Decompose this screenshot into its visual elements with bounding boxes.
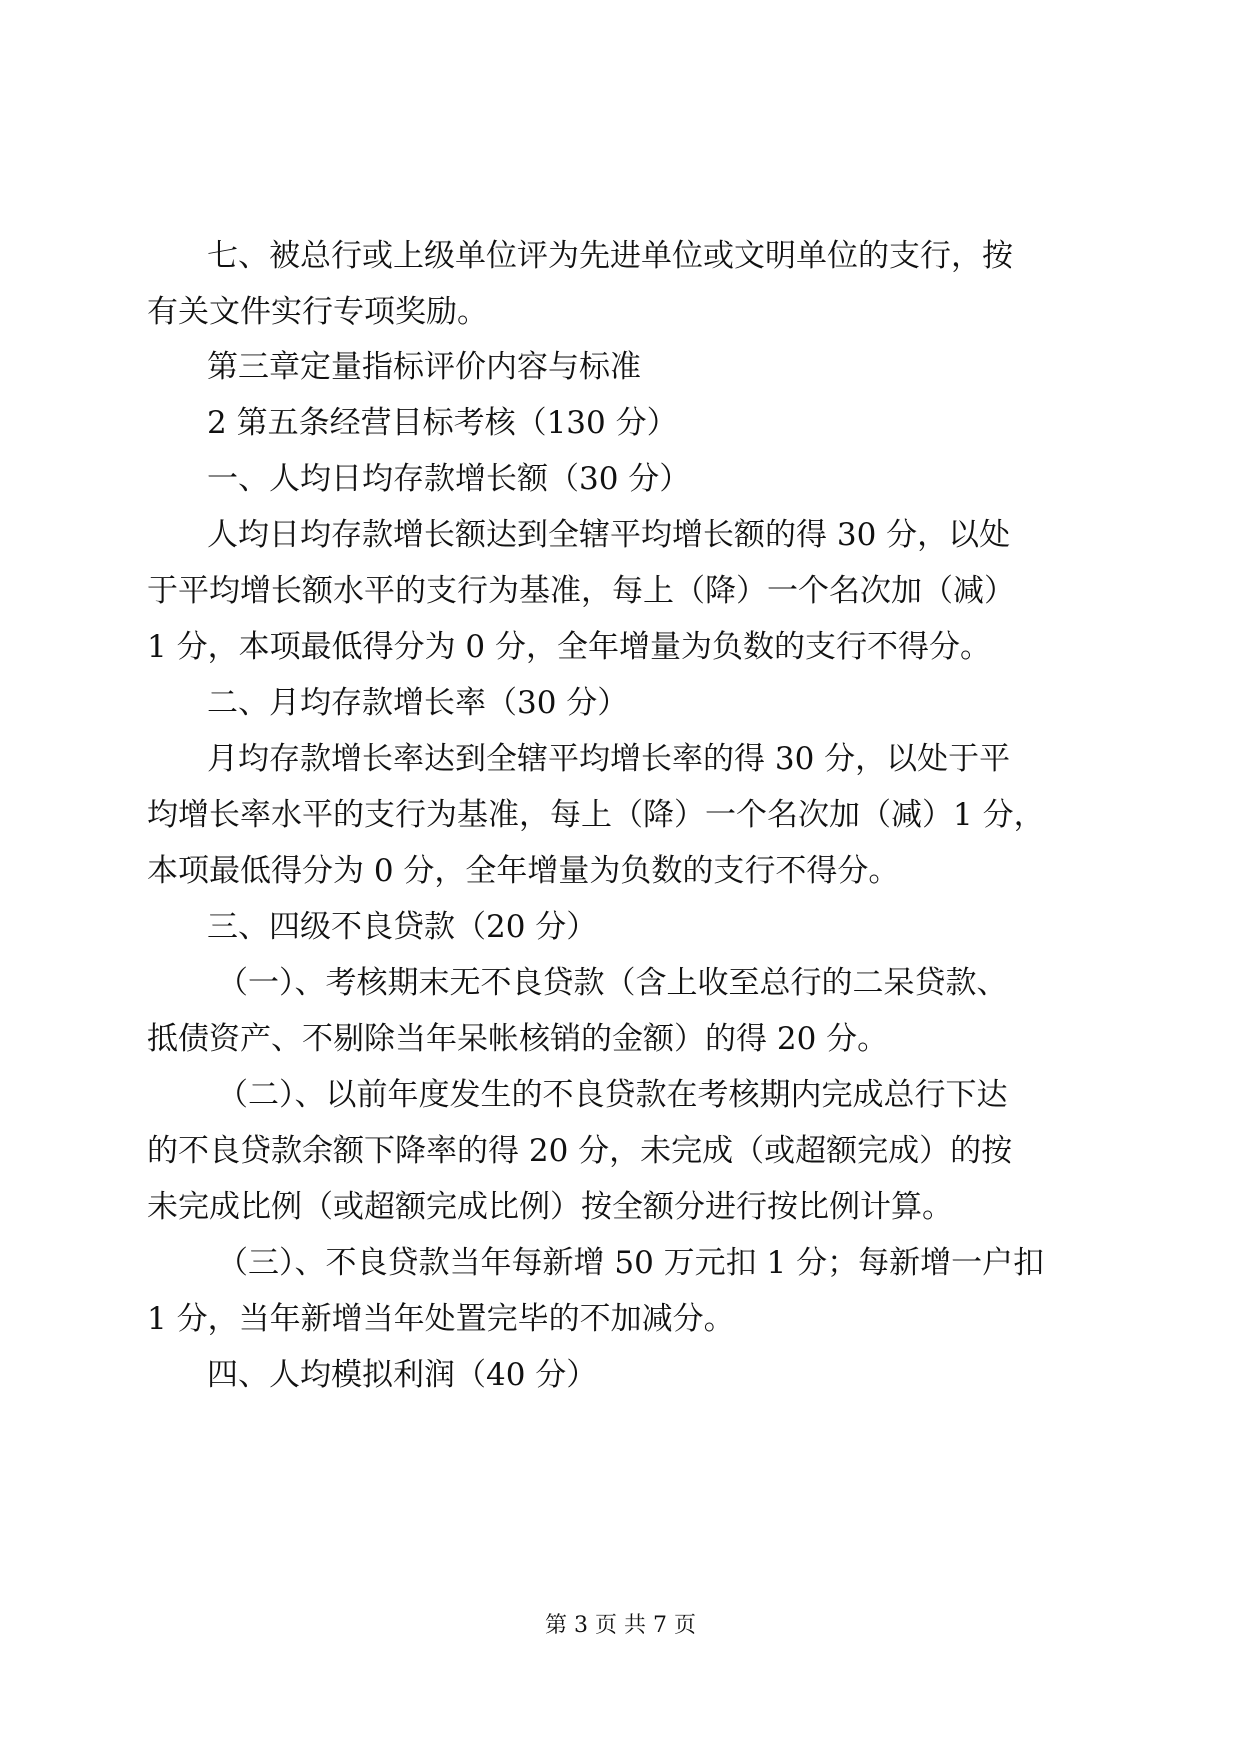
section-1-heading: 一、人均日均存款增长额（30 分）: [207, 461, 691, 497]
section-3-sub1-line-1: （一）、考核期末无不良贷款（含上收至总行的二呆贷款、: [217, 965, 1008, 1001]
page-number-footer: 第 3 页 共 7 页: [545, 1613, 696, 1638]
article-heading: 2 第五条经营目标考核（130 分）: [207, 405, 678, 441]
section-2-line-1: 月均存款增长率达到全辖平均增长率的得 30 分，以处于平: [207, 741, 1011, 777]
paragraph-1-line-1: 七、被总行或上级单位评为先进单位或文明单位的支行，按: [207, 238, 1013, 274]
section-3-sub1-line-2: 抵债资产、不剔除当年呆帐核销的金额）的得 20 分。: [147, 1021, 889, 1057]
section-3-sub3-line-1: （三）、不良贷款当年每新增 50 万元扣 1 分；每新增一户扣: [217, 1245, 1045, 1281]
section-1-line-3: 1 分，本项最低得分为 0 分，全年增量为负数的支行不得分。: [147, 629, 992, 665]
section-2-line-3: 本项最低得分为 0 分，全年增量为负数的支行不得分。: [147, 853, 900, 889]
section-3-sub2-line-2: 的不良贷款余额下降率的得 20 分，未完成（或超额完成）的按: [147, 1133, 1013, 1169]
section-2-heading: 二、月均存款增长率（30 分）: [207, 685, 629, 721]
section-3-sub2-line-1: （二）、以前年度发生的不良贷款在考核期内完成总行下达: [217, 1077, 1008, 1113]
chapter-heading: 第三章定量指标评价内容与标准: [207, 349, 641, 385]
section-1-line-1: 人均日均存款增长额达到全辖平均增长额的得 30 分，以处: [207, 517, 1011, 553]
section-3-sub2-line-3: 未完成比例（或超额完成比例）按全额分进行按比例计算。: [147, 1189, 953, 1225]
section-3-heading: 三、四级不良贷款（20 分）: [207, 909, 598, 945]
section-2-line-2: 均增长率水平的支行为基准，每上（降）一个名次加（减）1 分，: [147, 797, 1045, 833]
section-1-line-2: 于平均增长额水平的支行为基准，每上（降）一个名次加（减）: [147, 573, 1015, 609]
section-3-sub3-line-2: 1 分，当年新增当年处置完毕的不加减分。: [147, 1301, 735, 1337]
paragraph-1-line-2: 有关文件实行专项奖励。: [147, 294, 488, 330]
section-4-heading: 四、人均模拟利润（40 分）: [207, 1357, 598, 1393]
